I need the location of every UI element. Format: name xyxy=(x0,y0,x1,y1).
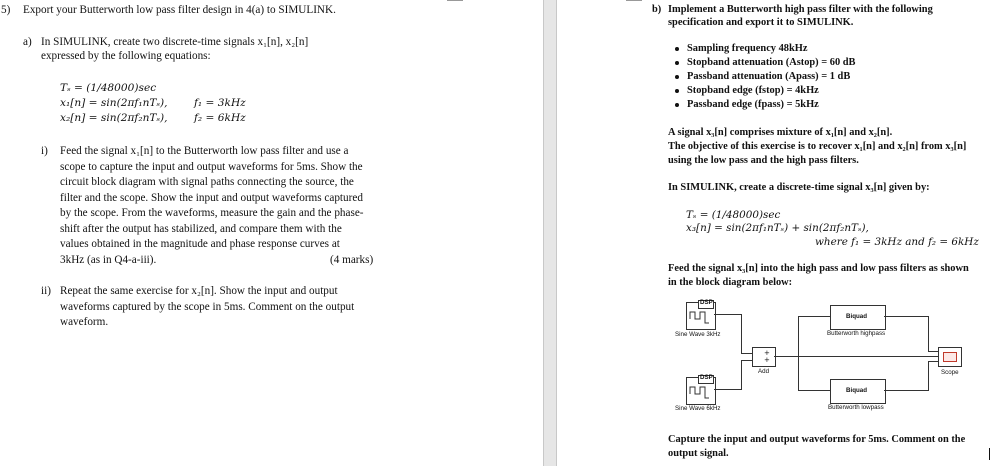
bullet-icon xyxy=(675,75,679,79)
bullet-icon xyxy=(675,103,679,107)
question-title: Export your Butterworth low pass filter design in 4(a) to SIMULINK. xyxy=(23,4,336,16)
wire xyxy=(928,351,938,352)
equation-f1: f₁ = 3kHz xyxy=(194,97,246,109)
dsp-tag-label: DSP xyxy=(700,299,713,306)
biquad-highpass-text: Biquad xyxy=(846,313,867,320)
x3-paragraph-line: A signal x₃[n] comprises mixture of x₁[n] and x₂[n]. xyxy=(668,127,893,138)
equation-x2: x₂[n] = sin(2πf₂nTₛ), xyxy=(60,112,168,124)
feed-line: in the block diagram below: xyxy=(668,277,793,288)
scope-label: Scope xyxy=(941,369,959,376)
page-edge-right xyxy=(556,0,557,466)
plus-icon: + xyxy=(764,356,770,364)
wire xyxy=(928,316,929,351)
wire xyxy=(714,314,742,315)
part-b-line2: specification and export it to SIMULINK. xyxy=(668,17,854,28)
add-label: Add xyxy=(758,368,770,375)
sine-wave-3khz-label: Sine Wave 3kHz xyxy=(675,331,721,338)
biquad-lowpass-text: Biquad xyxy=(846,387,867,394)
add-block xyxy=(752,347,776,367)
butterworth-lowpass-label: Butterworth lowpass xyxy=(828,404,884,411)
create-x3-line: In SIMULINK, create a discrete-time signal x₃[n] given by: xyxy=(668,182,930,193)
part-i-line: values obtained in the magnitude and phase response curves at xyxy=(60,238,340,250)
part-a-label: a) xyxy=(23,36,32,48)
wire xyxy=(741,353,752,354)
dsp-tag-label: DSP xyxy=(700,374,713,381)
part-a-line2: expressed by the following equations: xyxy=(41,50,211,62)
part-ii-line: waveform. xyxy=(60,316,109,328)
sine-wave-6khz-label: Sine Wave 6kHz xyxy=(675,405,721,412)
part-i-line: Feed the signal x₁[n] to the Butterworth low pass filter and use a xyxy=(60,145,349,157)
feed-line: Feed the signal x₃[n] into the high pass and low pass filters as shown xyxy=(668,263,969,274)
page-gap xyxy=(543,0,557,466)
wire xyxy=(741,360,742,390)
part-ii-line: Repeat the same exercise for x₂[n]. Show the input and output xyxy=(60,285,338,297)
capture-line: output signal. xyxy=(668,448,729,459)
butterworth-highpass-label: Butterworth highpass xyxy=(827,330,886,337)
wire xyxy=(798,356,938,357)
part-b-line1: Implement a Butterworth high pass filter with the following xyxy=(668,4,933,15)
part-i-line: by the scope. From the waveforms, measure the gain and the phase- xyxy=(60,207,364,219)
part-i-line: shift after the output has stabilized, and compare them with the xyxy=(60,222,342,235)
equation-x3: x₃[n] = sin(2πf₁nTₛ) + sin(2πf₂nTₛ), xyxy=(686,222,869,234)
top-mark xyxy=(626,0,642,1)
wire xyxy=(884,390,928,391)
equation-f2: f₂ = 6kHz xyxy=(194,112,246,124)
wire xyxy=(774,356,798,357)
spec-item: Sampling frequency 48kHz xyxy=(687,43,808,54)
spec-item: Passband attenuation (Apass) = 1 dB xyxy=(687,71,851,82)
x3-paragraph-line: The objective of this exercise is to recover x₁[n] and x₂[n] from x₃[n] xyxy=(668,141,967,152)
part-a-line1: In SIMULINK, create two discrete-time signals x₁[n], x₂[n] xyxy=(41,36,309,48)
part-i-line: 3kHz (as in Q4-a-iii). xyxy=(60,253,157,266)
wire xyxy=(798,316,799,391)
equation-ts: Tₛ = (1/48000)sec xyxy=(60,82,157,94)
wire xyxy=(714,389,742,390)
scope-screen-icon xyxy=(943,352,957,362)
wire xyxy=(741,314,742,353)
equation-where: where f₁ = 3kHz and f₂ = 6kHz xyxy=(815,236,979,248)
wire xyxy=(798,390,830,391)
spec-item: Stopband edge (fstop) = 4kHz xyxy=(687,85,819,96)
wire xyxy=(928,361,929,391)
x3-paragraph-line: using the low pass and the high pass filters. xyxy=(668,155,859,166)
wire xyxy=(798,316,830,317)
wire xyxy=(928,361,938,362)
wire xyxy=(884,316,928,317)
part-i-label: i) xyxy=(41,145,48,157)
text-cursor xyxy=(989,448,990,460)
part-ii-label: ii) xyxy=(41,285,51,297)
equation-ts-right: Tₛ = (1/48000)sec xyxy=(686,209,781,221)
part-ii-line: waveforms captured by the scope in 5ms. Comment on the output xyxy=(60,300,355,313)
capture-line: Capture the input and output waveforms for 5ms. Comment on the xyxy=(668,434,966,445)
bullet-icon xyxy=(675,47,679,51)
page-edge-left xyxy=(543,0,544,466)
question-number: 5) xyxy=(1,4,11,16)
spec-item: Stopband attenuation (Astop) = 60 dB xyxy=(687,57,856,68)
spec-item: Passband edge (fpass) = 5kHz xyxy=(687,99,819,110)
wire xyxy=(741,360,752,361)
part-i-line: scope to capture the input and output waveforms for 5ms. Show the xyxy=(60,160,363,173)
part-i-line: circuit block diagram with signal paths connecting the source, the xyxy=(60,176,354,188)
top-mark xyxy=(447,0,463,1)
plus-icon: + xyxy=(764,349,770,357)
marks: (4 marks) xyxy=(330,253,374,266)
equation-x1: x₁[n] = sin(2πf₁nTₛ), xyxy=(60,97,168,109)
part-b-label: b) xyxy=(652,4,662,15)
bullet-icon xyxy=(675,61,679,65)
bullet-icon xyxy=(675,89,679,93)
part-i-line: filter and the scope. Show the input and output waveforms captured xyxy=(60,191,363,204)
scope-block xyxy=(938,347,962,367)
